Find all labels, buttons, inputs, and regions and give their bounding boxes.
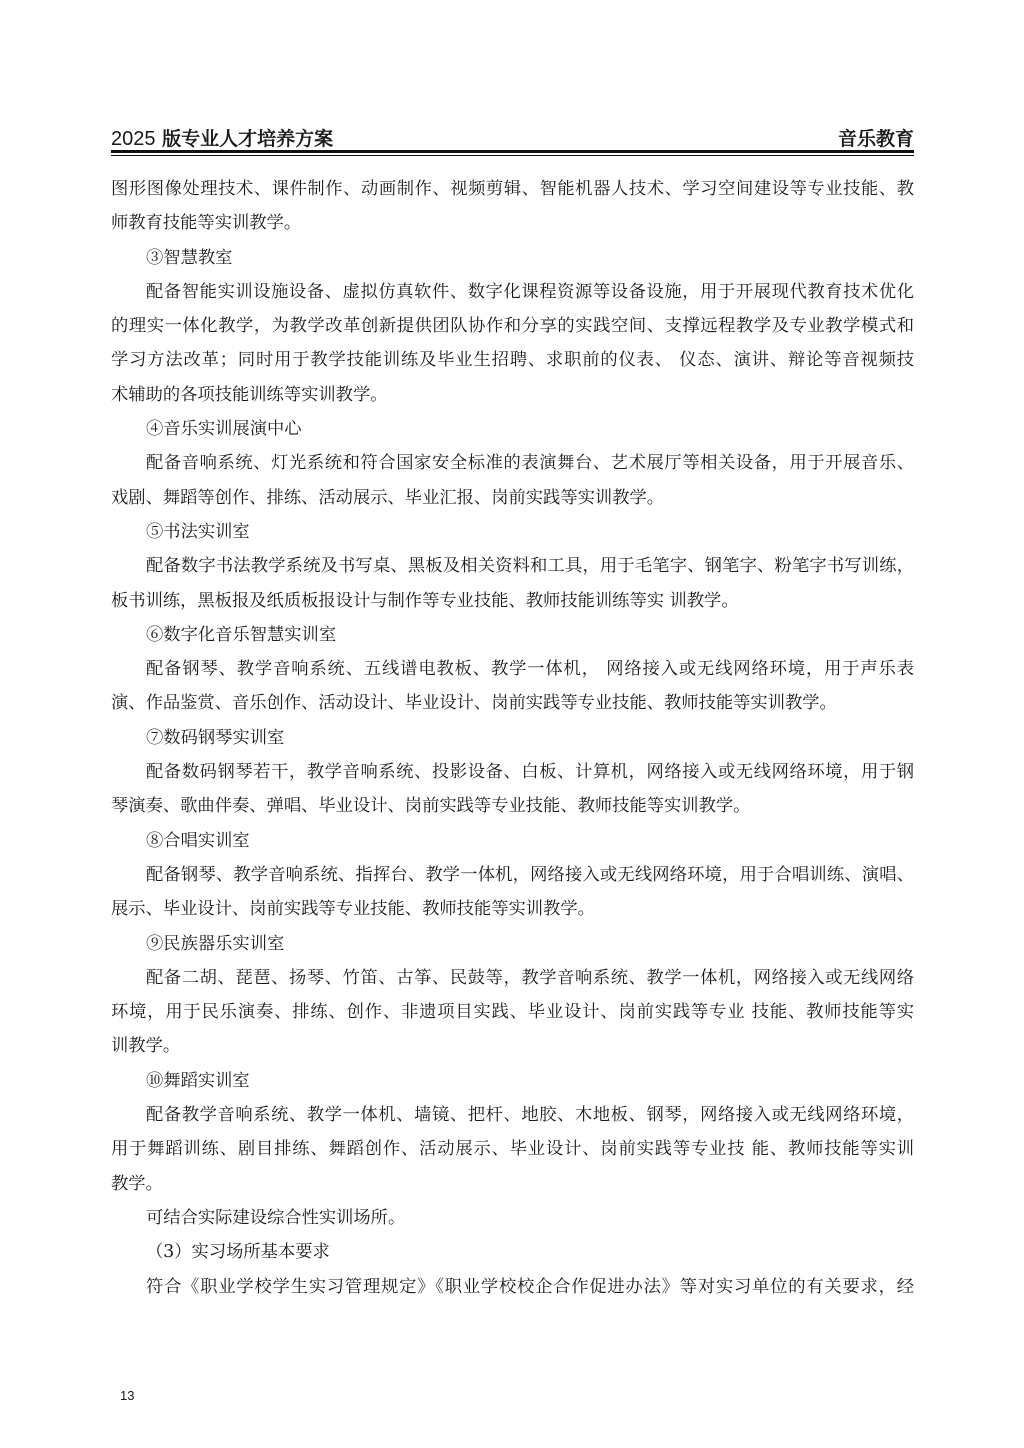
text-line: 配备数码钢琴若干，教学音响系统、投影设备、白板、计算机，网络接入或无线网络环境，用于钢 — [146, 762, 914, 783]
text-line: 展示、毕业设计、岗前实践等专业技能、教师技能等实训教学。 — [111, 899, 595, 920]
document-title — [111, 124, 333, 151]
text-line: 配备钢琴、教学音响系统、五线谱电教板、教学一体机， 网络接入或无线网络环境，用于声乐表 — [146, 659, 914, 680]
text-line: 配备智能实训设施设备、虚拟仿真软件、数字化课程资源等设备设施，用于开展现代教育技术优化 — [146, 281, 914, 302]
page-number: 13 — [120, 1388, 135, 1403]
text-line: ⑨民族器乐实训室 — [146, 933, 285, 954]
section-heading — [111, 618, 914, 652]
section-name: 音乐教育 — [837, 128, 914, 150]
text-line: 配备数字书法教学系统及书写桌、黑板及相关资料和工具，用于毛笔字、钢笔字、粉笔字书写训练， — [146, 556, 914, 577]
paragraph — [111, 1270, 914, 1304]
section-heading — [111, 927, 914, 961]
paragraph — [111, 755, 914, 824]
text-line: ⑦数码钢琴实训室 — [146, 727, 285, 748]
section-heading — [111, 241, 914, 275]
text-line: 的理实一体化教学，为教学改革创新提供团队协作和分享的实践空间、支撑远程教学及专业教学模式和 — [111, 316, 914, 337]
header-title: 版专业人才培养方案 — [155, 128, 334, 150]
text-line: ⑥数字化音乐智慧实训室 — [146, 624, 337, 645]
text-line: 用于舞蹈训练、剧目排练、舞蹈创作、活动展示、毕业设计、岗前实践等专业技 能、教师技能等实训 — [111, 1139, 914, 1160]
text-line: 教学。 — [111, 1173, 163, 1194]
running-header — [111, 122, 914, 150]
text-line: 配备二胡、琵琶、扬琴、竹笛、古筝、民鼓等，教学音响系统、教学一体机，网络接入或无线网络 — [146, 967, 914, 988]
text-line: 训教学。 — [111, 1036, 181, 1057]
text-line: ③智慧教室 — [146, 247, 233, 268]
section-heading — [111, 1064, 914, 1098]
text-line: 师教育技能等实训教学。 — [111, 213, 302, 234]
paragraph — [111, 275, 914, 412]
paragraph — [111, 1098, 914, 1201]
text-line: 环境，用于民乐演奏、排练、创作、非遗项目实践、毕业设计、岗前实践等专业 技能、教师技能等实 — [111, 1002, 914, 1023]
text-line: 术辅助的各项技能训练等实训教学。 — [111, 384, 388, 405]
paragraph — [111, 172, 914, 241]
text-line: 配备教学音响系统、教学一体机、墙镜、把杆、地胶、木地板、钢琴，网络接入或无线网络环境， — [146, 1105, 914, 1126]
text-line: 可结合实际建设综合性实训场所。 — [146, 1207, 406, 1228]
header-divider — [111, 150, 914, 156]
paragraph — [111, 961, 914, 1064]
text-line: 板书训练，黑板报及纸质板报设计与制作等专业技能、教师技能训练等实 训教学。 — [111, 590, 739, 611]
section-heading — [111, 1235, 914, 1269]
section-heading — [111, 721, 914, 755]
text-line: 琴演奏、歌曲伴奏、弹唱、毕业设计、岗前实践等专业技能、教师技能等实训教学。 — [111, 796, 751, 817]
section-heading — [111, 515, 914, 549]
paragraph — [111, 652, 914, 721]
paragraph — [111, 858, 914, 927]
text-line: （3）实习场所基本要求 — [146, 1242, 330, 1263]
text-line: 戏剧、舞蹈等创作、排练、活动展示、毕业汇报、岗前实践等实训教学。 — [111, 487, 665, 508]
text-line: 配备音响系统、灯光系统和符合国家安全标准的表演舞台、艺术展厅等相关设备，用于开展音乐、 — [146, 453, 914, 474]
header-year: 2025 — [111, 128, 156, 150]
text-line: ⑤书法实训室 — [146, 521, 250, 542]
text-line: 图形图像处理技术、课件制作、动画制作、视频剪辑、智能机器人技术、学习空间建设等专业技能、教 — [111, 179, 914, 199]
text-line: 学习方法改革；同时用于教学技能训练及毕业生招聘、求职前的仪表、 仪态、演讲、辩论等音视频技 — [111, 350, 914, 371]
paragraph — [111, 1201, 914, 1235]
paragraph — [111, 549, 914, 618]
text-line: 配备钢琴、教学音响系统、指挥台、教学一体机，网络接入或无线网络环境，用于合唱训练、演唱、 — [146, 864, 914, 885]
text-line: 符合《职业学校学生实习管理规定》《职业学校校企合作促进办法》等对实习单位的有关要求，经 — [146, 1276, 914, 1297]
text-line: 演、作品鉴赏、音乐创作、活动设计、毕业设计、岗前实践等专业技能、教师技能等实训教学。 — [111, 693, 837, 714]
text-line: ④音乐实训展演中心 — [146, 419, 302, 440]
paragraph — [111, 446, 914, 515]
section-heading — [111, 824, 914, 858]
text-line: ⑧合唱实训室 — [146, 830, 250, 851]
document-body — [111, 172, 914, 1304]
section-heading — [111, 412, 914, 446]
text-line: ⑩舞蹈实训室 — [146, 1070, 250, 1091]
